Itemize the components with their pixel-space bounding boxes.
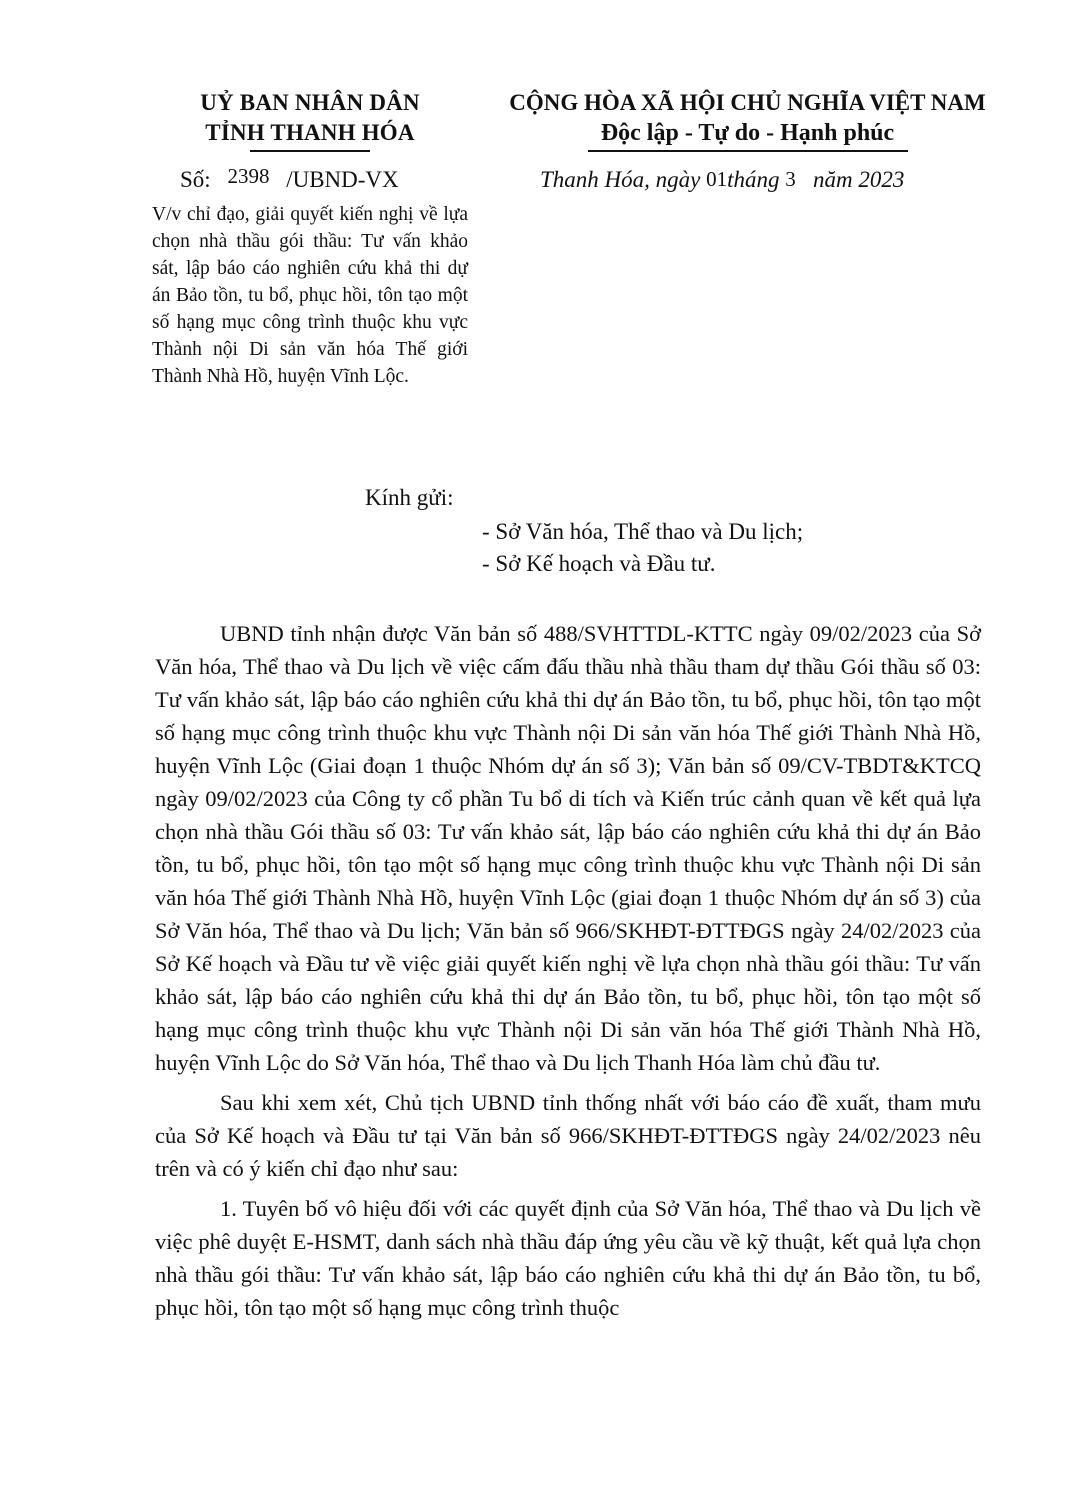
nation-name: CỘNG HÒA XÃ HỘI CHỦ NGHĨA VIỆT NAM xyxy=(509,90,986,115)
motto-underline xyxy=(588,150,908,152)
place-label: Thanh Hóa, ngày xyxy=(540,167,701,192)
month-label: tháng xyxy=(727,167,780,192)
date-month: 3 xyxy=(785,167,796,191)
national-title xyxy=(495,88,1000,152)
year-label: năm 2023 xyxy=(813,167,905,192)
date-day: 01 xyxy=(706,167,728,191)
national-motto: Độc lập - Tự do - Hạnh phúc xyxy=(600,120,895,146)
document-body xyxy=(155,617,981,1331)
document-number xyxy=(180,165,399,195)
recipient-item: - Sở Kế hoạch và Đầu tư. xyxy=(482,551,716,576)
recipients-block xyxy=(365,482,803,580)
body-paragraph-1: UBND tỉnh nhận được Văn bản số 488/SVHTTDL-KTTC ngày 09/02/2023 của Sở Văn hóa, Thể thao và Du lịch về việc cấm đấu thầu nhà thầu tham dự thầu Gói thầu số 03: Tư vấn khảo sát, lập báo cáo nghiên cứu khả thi dự án Bảo tồn, tu bổ, phục hồi, tôn tạo một số hạng mục công trình thuộc khu vực Thành nội Di sản văn hóa Thế giới Thành Nhà Hồ, huyện Vĩnh Lộc (Giai đoạn 1 thuộc Nhóm dự án số 3); Văn bản số 09/CV-TBDT&KTCQ ngày 09/02/2023 của Công ty cổ phần Tu bổ di tích và Kiến trúc cảnh quan về kết quả lựa chọn nhà thầu Gói thầu số 03: Tư vấn khảo sát, lập báo cáo nghiên cứu khả thi dự án Bảo tồn, tu bổ, phục hồi, tôn tạo một số hạng mục công trình thuộc khu vực Thành nội Di sản văn hóa Thế giới Thành Nhà Hồ, huyện Vĩnh Lộc (giai đoạn 1 thuộc Nhóm dự án số 3) của Sở Văn hóa, Thể thao và Du lịch; Văn bản số 966/SKHĐT-ĐTTĐGS ngày 24/02/2023 của Sở Kế hoạch và Đầu tư về việc giải quyết kiến nghị về lựa chọn nhà thầu gói thầu: Tư vấn khảo sát, lập báo cáo nghiên cứu khả thi dự án Bảo tồn, tu bổ, phục hồi, tôn tạo một số hạng mục công trình thuộc khu vực Thành nội Di sản văn hóa Thế giới Thành Nhà Hồ, huyện Vĩnh Lộc do Sở Văn hóa, Thể thao và Du lịch Thanh Hóa làm chủ đầu tư. xyxy=(155,621,981,1075)
issuing-authority xyxy=(150,88,470,152)
authority-underline xyxy=(250,150,370,152)
body-paragraph-3: 1. Tuyên bố vô hiệu đối với các quyết định của Sở Văn hóa, Thể thao và Du lịch về việc phê duyệt E-HSMT, danh sách nhà thầu đáp ứng yêu cầu về kỹ thuật, kết quả lựa chọn nhà thầu gói thầu: Tư vấn khảo sát, lập báo cáo nghiên cứu khả thi dự án Bảo tồn, tu bổ, phục hồi, tôn tạo một số hạng mục công trình thuộc xyxy=(155,1196,981,1320)
doc-number-suffix: /UBND-VX xyxy=(286,167,399,192)
authority-line-1: UỶ BAN NHÂN DÂN xyxy=(200,90,420,115)
recipient-list xyxy=(482,516,803,580)
recipient-item: - Sở Văn hóa, Thể thao và Du lịch; xyxy=(482,519,804,544)
body-paragraph-2: Sau khi xem xét, Chủ tịch UBND tỉnh thống nhất với báo cáo đề xuất, tham mưu của Sở Kế hoạch và Đầu tư tại Văn bản số 966/SKHĐT-ĐTTĐGS ngày 24/02/2023 nêu trên và có ý kiến chỉ đạo như sau: xyxy=(155,1090,981,1181)
authority-line-2: TỈNH THANH HÓA xyxy=(205,120,415,145)
doc-number-prefix: Số: xyxy=(180,167,211,192)
document-subject: V/v chỉ đạo, giải quyết kiến nghị về lựa chọn nhà thầu gói thầu: Tư vấn khảo sát, lập báo cáo nghiên cứu khả thi dự án Bảo tồn, tu bổ, phục hồi, tôn tạo một số hạng mục công trình thuộc khu vực Thành nội Di sản văn hóa Thế giới Thành Nhà Hồ, huyện Vĩnh Lộc. xyxy=(152,204,468,387)
place-and-date xyxy=(540,165,904,195)
doc-number-value: 2398 xyxy=(227,164,270,188)
recipients-label: Kính gửi: xyxy=(365,485,454,510)
